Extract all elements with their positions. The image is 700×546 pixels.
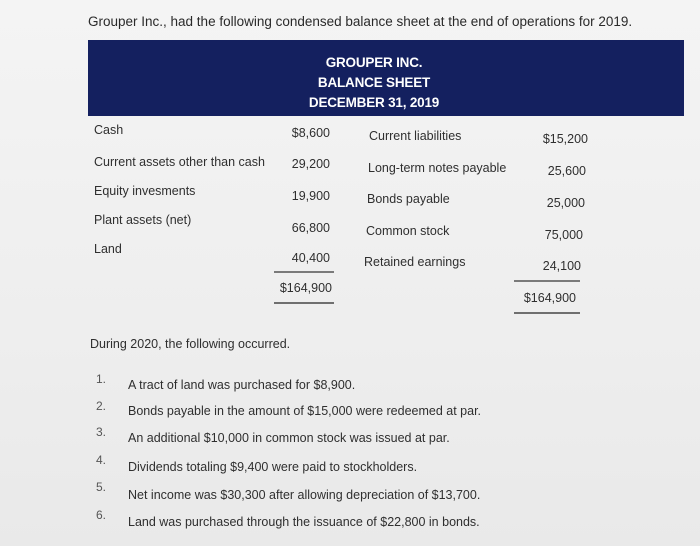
asset-amount-land: 40,400 — [291, 251, 330, 265]
assets-underline — [274, 271, 334, 273]
equity-amount-common-stock: 75,000 — [544, 228, 583, 242]
asset-label-cash: Cash — [94, 123, 124, 137]
event-number: 5. — [96, 480, 107, 494]
assets-total: $164,900 — [279, 281, 332, 295]
event-number: 3. — [96, 425, 107, 439]
event-number: 1. — [96, 372, 107, 386]
asset-label-plant: Plant assets (net) — [94, 213, 192, 227]
liability-amount-lt-notes: 25,600 — [547, 164, 586, 178]
event-text: Dividends totaling $9,400 were paid to stockholders. — [128, 460, 418, 474]
equity-label-retained-earnings: Retained earnings — [364, 255, 466, 269]
asset-amount-cash: $8,600 — [291, 126, 330, 140]
event-text: Net income was $30,300 after allowing depreciation of $13,700. — [128, 488, 481, 502]
asset-amount-other-current: 29,200 — [291, 157, 330, 171]
statement-title: BALANCE SHEET — [317, 75, 431, 90]
asset-amount-plant: 66,800 — [291, 221, 330, 235]
asset-label-equity: Equity invesments — [94, 184, 196, 198]
statement-date: DECEMBER 31, 2019 — [308, 95, 440, 110]
intro-text: Grouper Inc., had the following condensed balance sheet at the end of operations for 2019. — [88, 14, 633, 29]
company-name: GROUPER INC. — [325, 55, 423, 70]
event-text: An additional $10,000 in common stock was issued at par. — [128, 431, 450, 445]
event-text: Land was purchased through the issuance of $22,800 in bonds. — [128, 515, 480, 529]
liability-label-lt-notes: Long-term notes payable — [368, 161, 507, 175]
liability-amount-bonds: 25,000 — [546, 196, 585, 210]
liability-label-bonds: Bonds payable — [367, 192, 450, 206]
event-text: Bonds payable in the amount of $15,000 were redeemed at par. — [128, 404, 482, 418]
event-number: 4. — [96, 453, 107, 467]
liabilities-underline — [514, 280, 580, 282]
event-number: 2. — [96, 399, 107, 413]
asset-label-land: Land — [94, 242, 122, 256]
event-number: 6. — [96, 508, 107, 522]
liability-amount-current: $15,200 — [542, 132, 588, 146]
balance-sheet-header — [88, 40, 684, 116]
equity-amount-retained-earnings: 24,100 — [542, 259, 581, 273]
liabilities-total: $164,900 — [523, 291, 576, 305]
assets-total-underline — [274, 302, 334, 304]
liability-label-current: Current liabilities — [369, 129, 462, 143]
events-heading: During 2020, the following occurred. — [90, 337, 291, 351]
event-text: A tract of land was purchased for $8,900. — [128, 378, 356, 392]
asset-amount-equity: 19,900 — [291, 189, 330, 203]
equity-label-common-stock: Common stock — [366, 224, 450, 238]
liabilities-total-underline — [514, 312, 580, 314]
asset-label-other-current: Current assets other than cash — [94, 155, 265, 169]
